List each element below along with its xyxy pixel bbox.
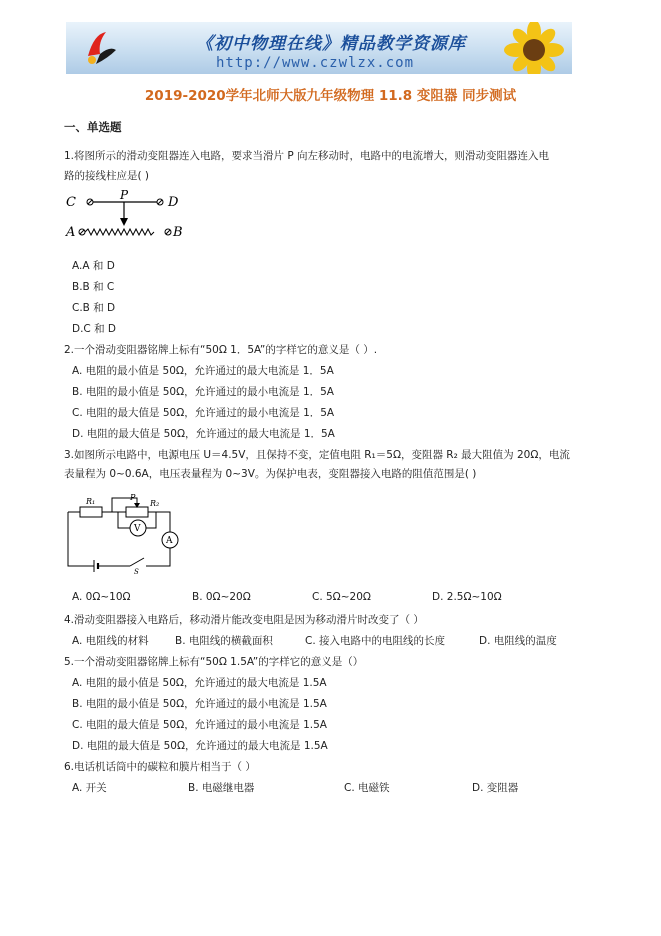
section-heading: 一、单选题 bbox=[64, 120, 122, 134]
q3-label-r1: R₁ bbox=[86, 497, 96, 506]
q4-option-c[interactable]: C. 接入电路中的电阻线的长度 bbox=[305, 635, 446, 647]
q3-option-b[interactable]: B. 0Ω~20Ω bbox=[192, 591, 251, 603]
q3-option-a[interactable]: A. 0Ω~10Ω bbox=[72, 591, 131, 603]
q1-label-b: B bbox=[173, 225, 183, 240]
q2-option-d[interactable]: D. 电阻的最大值是 50Ω，允许通过的最大电流是 1．5A bbox=[72, 428, 335, 440]
q1-label-d: D bbox=[168, 195, 179, 210]
page-title: 2019-2020学年北师大版九年级物理 11.8 变阻器 同步测试 bbox=[144, 88, 517, 104]
q3-option-d[interactable]: D. 2.5Ω~10Ω bbox=[432, 591, 502, 603]
q1-rheostat-figure bbox=[64, 190, 204, 244]
q3-options bbox=[72, 591, 502, 603]
q1-option-b[interactable]: B.B 和 C bbox=[72, 281, 115, 293]
q3-stem-line1: 3.如图所示电路中，电源电压 U＝4.5V，且保持不变，定值电阻 R₁＝5Ω，变阻器 R₂ 最大阻值为 20Ω，电流 bbox=[64, 449, 570, 461]
q4-options bbox=[72, 633, 557, 648]
q1-option-c[interactable]: C.B 和 D bbox=[72, 302, 116, 314]
q1-label-a: A bbox=[66, 225, 76, 240]
q3-label-r2: R₂ bbox=[150, 499, 160, 508]
q3-circuit-figure bbox=[64, 492, 188, 576]
q3-stem-line2: 表量程为 0~0.6A，电压表量程为 0~3V。为保护电表，变阻器接入电路的阻值范围是( ) bbox=[64, 468, 477, 480]
q5-option-b[interactable]: B. 电阻的最小值是 50Ω，允许通过的最小电流是 1.5A bbox=[72, 698, 327, 710]
q4-option-d[interactable]: D. 电阻线的温度 bbox=[479, 635, 557, 647]
q5-option-d[interactable]: D. 电阻的最大值是 50Ω，允许通过的最大电流是 1.5A bbox=[72, 740, 328, 752]
q1-label-p: P bbox=[120, 190, 129, 202]
q1-stem-line2: 路的接线柱应是( ) bbox=[64, 170, 150, 182]
q3-label-s: S bbox=[134, 568, 139, 576]
q4-option-a[interactable]: A. 电阻线的材料 bbox=[72, 635, 149, 647]
q6-option-b[interactable]: B. 电磁继电器 bbox=[188, 782, 255, 794]
q5-stem: 5.一个滑动变阻器铭牌上标有“50Ω 1.5A”的字样它的意义是（） bbox=[64, 656, 364, 668]
q3-label-v: V bbox=[134, 524, 141, 534]
q2-stem: 2.一个滑动变阻器铭牌上标有“50Ω 1．5A”的字样它的意义是（ ）. bbox=[64, 344, 378, 356]
q4-option-b[interactable]: B. 电阻线的横截面积 bbox=[175, 635, 273, 647]
q1-option-d[interactable]: D.C 和 D bbox=[72, 323, 117, 335]
banner-title: 《初中物理在线》精品教学资源库 bbox=[196, 34, 466, 54]
q2-option-a[interactable]: A. 电阻的最小值是 50Ω，允许通过的最大电流是 1．5A bbox=[72, 365, 334, 377]
q5-option-c[interactable]: C. 电阻的最大值是 50Ω，允许通过的最小电流是 1.5A bbox=[72, 719, 327, 731]
q6-stem: 6.电话机话筒中的碳粒和膜片相当于（ ） bbox=[64, 761, 256, 773]
q5-option-a[interactable]: A. 电阻的最小值是 50Ω，允许通过的最大电流是 1.5A bbox=[72, 677, 327, 689]
q1-option-a[interactable]: A.A 和 D bbox=[72, 260, 115, 272]
logo-icon bbox=[80, 28, 120, 68]
q6-option-d[interactable]: D. 变阻器 bbox=[472, 782, 519, 794]
q3-label-a: A bbox=[166, 536, 173, 546]
q6-options bbox=[72, 780, 518, 795]
q2-option-c[interactable]: C. 电阻的最大值是 50Ω，允许通过的最小电流是 1．5A bbox=[72, 407, 335, 419]
q1-label-c: C bbox=[66, 195, 76, 210]
q4-stem: 4.滑动变阻器接入电路后，移动滑片能改变电阻是因为移动滑片时改变了（ ） bbox=[64, 614, 424, 626]
q1-stem-line1: 1.将图所示的滑动变阻器连入电路，要求当滑片 P 向左移动时，电路中的电流增大，则滑动变阻器连入电 bbox=[64, 150, 550, 162]
q3-option-c[interactable]: C. 5Ω~20Ω bbox=[312, 591, 371, 603]
q3-label-p: P bbox=[130, 493, 136, 502]
sunflower-icon bbox=[486, 22, 566, 74]
q2-option-b[interactable]: B. 电阻的最小值是 50Ω，允许通过的最小电流是 1．5A bbox=[72, 386, 334, 398]
header-banner bbox=[66, 22, 572, 74]
q6-option-c[interactable]: C. 电磁铁 bbox=[344, 782, 390, 794]
q6-option-a[interactable]: A. 开关 bbox=[72, 782, 107, 794]
banner-url: http://www.czwlzx.com bbox=[216, 55, 415, 71]
